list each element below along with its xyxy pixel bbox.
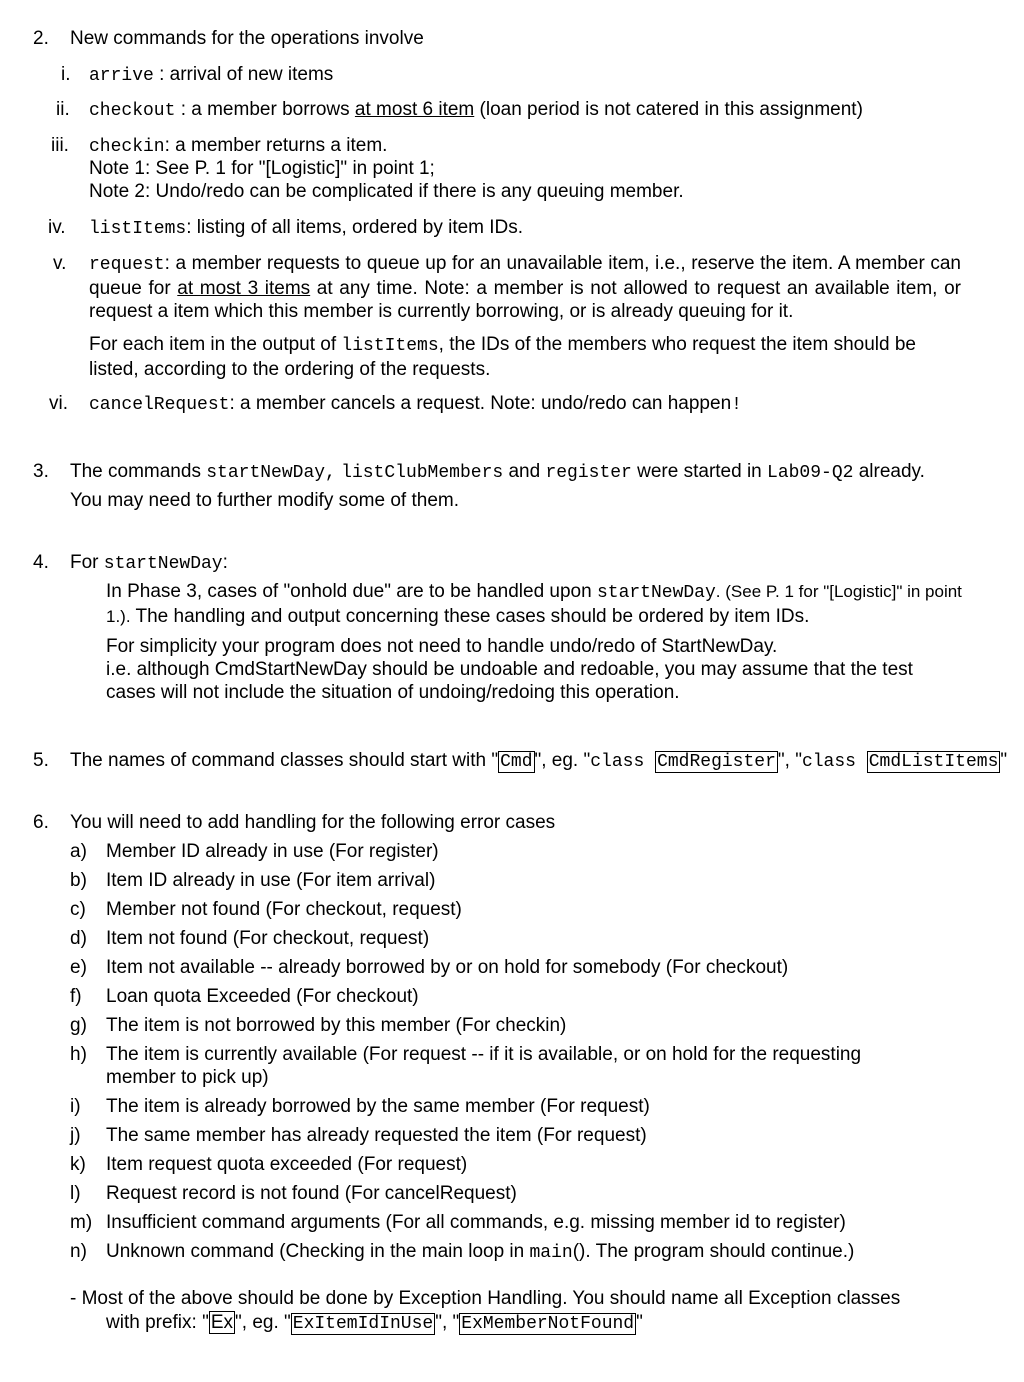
footer-note-line2: with prefix: " Ex ", eg. " ExItemIdInUse ", " ExMemberNotFound " — [106, 1312, 643, 1334]
list-marker: d) — [70, 928, 87, 949]
list-item: arrive : arrival of new items — [89, 64, 334, 86]
list-marker: v. — [53, 253, 67, 274]
section-title: For startNewDay: — [70, 552, 228, 574]
section-number: 4. — [33, 552, 49, 573]
code-box: Ex — [210, 1312, 234, 1333]
list-marker: b) — [70, 870, 87, 891]
list-item: Member ID already in use (For register) — [106, 841, 439, 862]
section-title: You will need to add handling for the following error cases — [70, 812, 556, 833]
list-marker: n) — [70, 1241, 87, 1262]
list-item-continued: member to pick up) — [106, 1067, 269, 1088]
list-marker: g) — [70, 1015, 87, 1036]
section-number: 2. — [33, 28, 49, 49]
list-item: Insufficient command arguments (For all commands, e.g. missing member id to register) — [106, 1212, 846, 1233]
paragraph: The commands startNewDay, listClubMembers and register were started in Lab09-Q2 already. — [70, 461, 925, 483]
code-box: ExMemberNotFound — [461, 1314, 635, 1334]
list-marker: vi. — [49, 393, 68, 414]
list-item: The same member has already requested the item (For request) — [106, 1125, 647, 1146]
list-marker: l) — [70, 1183, 81, 1204]
paragraph: For each item in the output of listItems, the IDs of the members who request the item should be listed, according to the ordering of the requests. — [89, 334, 916, 380]
list-item: checkout : a member borrows at most 6 item (loan period is not catered in this assignment) — [89, 99, 863, 121]
list-marker: iii. — [51, 135, 69, 156]
list-item: Loan quota Exceeded (For checkout) — [106, 986, 419, 1007]
list-item: Item ID already in use (For item arrival) — [106, 870, 436, 891]
list-item: The item is currently available (For request -- if it is available, or on hold for the requesting — [106, 1044, 862, 1065]
list-marker: i) — [70, 1096, 81, 1117]
list-marker: m) — [70, 1212, 93, 1233]
list-marker: iv. — [48, 217, 66, 238]
list-marker: f) — [70, 986, 82, 1007]
section-number: 6. — [33, 812, 49, 833]
list-item: request: a member requests to queue up for an unavailable item, i.e., reserve the item. A member can queue for at most 3 items at any time. Note: a member is not allowed to request an available item, or request a item which this member is currently borrowing, or is already queuing for it. — [89, 253, 961, 322]
paragraph: The names of command classes should start with " Cmd ", eg. "class CmdRegister ", "class CmdListItems " — [70, 750, 1008, 772]
note: Note 1: See P. 1 for "[Logistic]" in point 1; — [89, 158, 435, 179]
list-marker: i. — [61, 64, 71, 85]
paragraph-line: For simplicity your program does not need to handle undo/redo of StartNewDay. — [106, 636, 778, 657]
list-item: The item is not borrowed by this member (For checkin) — [106, 1015, 567, 1036]
list-item: Item not available -- already borrowed by or on hold for somebody (For checkout) — [106, 957, 789, 978]
list-item: listItems: listing of all items, ordered by item IDs. — [89, 217, 524, 239]
section-number: 3. — [33, 461, 49, 482]
list-marker: a) — [70, 841, 87, 862]
footer-note: - Most of the above should be done by Exception Handling. You should name all Exception classes — [70, 1288, 901, 1309]
list-marker: k) — [70, 1154, 86, 1175]
code-box: CmdListItems — [868, 752, 999, 772]
list-marker: j) — [70, 1125, 81, 1146]
list-marker: e) — [70, 957, 87, 978]
list-item: checkin: a member returns a item. — [89, 135, 388, 157]
list-item: Unknown command (Checking in the main loop in main(). The program should continue.) — [106, 1241, 855, 1263]
code-box: ExItemIdInUse — [292, 1314, 434, 1334]
note: Note 2: Undo/redo can be complicated if there is any queuing member. — [89, 181, 684, 202]
paragraph-line: You may need to further modify some of them. — [70, 490, 459, 511]
paragraph: i.e. although CmdStartNewDay should be undoable and redoable, you may assume that the test cases will not include the situation of undoing/redoing this operation. — [106, 659, 913, 703]
list-item: cancelRequest: a member cancels a request. Note: undo/redo can happen! — [89, 393, 742, 415]
list-item: Request record is not found (For cancelRequest) — [106, 1183, 517, 1204]
list-marker: c) — [70, 899, 86, 920]
section-title: New commands for the operations involve — [70, 28, 424, 49]
section-number: 5. — [33, 750, 49, 771]
code-box: Cmd — [500, 752, 533, 772]
code-box: CmdRegister — [657, 752, 776, 772]
list-item: The item is already borrowed by the same member (For request) — [106, 1096, 650, 1117]
list-marker: ii. — [56, 99, 70, 120]
list-marker: h) — [70, 1044, 87, 1065]
paragraph: In Phase 3, cases of "onhold due" are to be handled upon startNewDay. (See P. 1 for "[Logistic]" in point 1.). The handling and output concerning these cases should be ordered by item IDs. — [106, 581, 962, 627]
list-item: Member not found (For checkout, request) — [106, 899, 462, 920]
list-item: Item not found (For checkout, request) — [106, 928, 430, 949]
list-item: Item request quota exceeded (For request) — [106, 1154, 468, 1175]
